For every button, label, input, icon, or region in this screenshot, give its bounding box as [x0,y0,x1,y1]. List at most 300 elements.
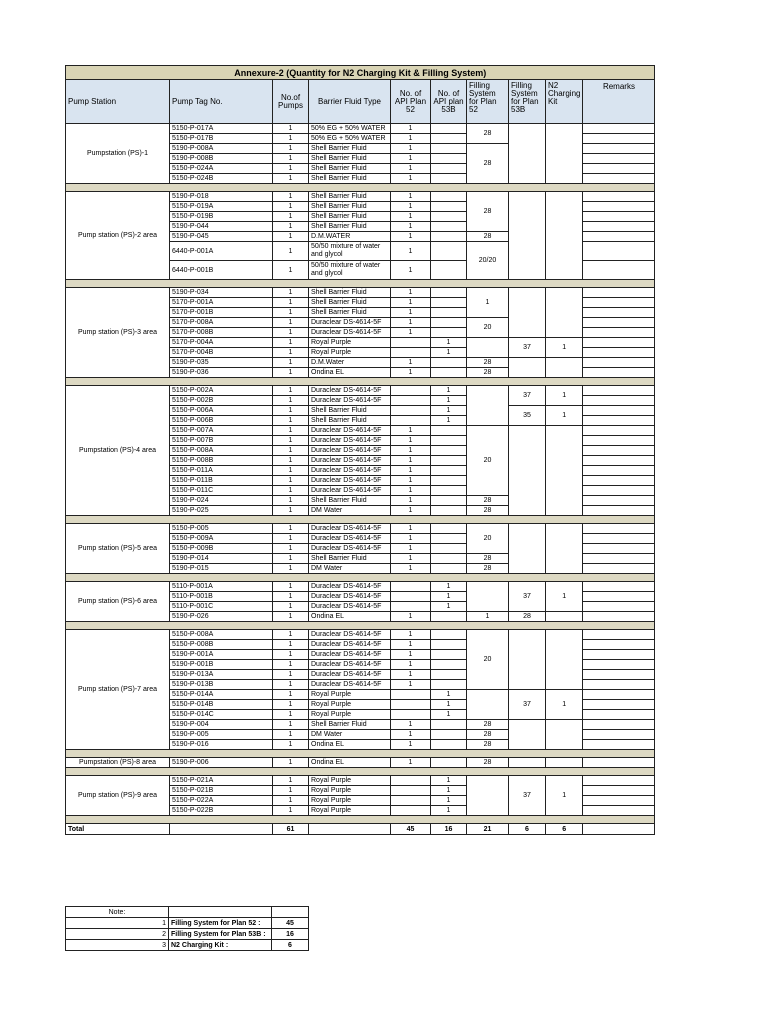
pump-tag-cell: 5150-P-017A [170,124,273,134]
filling-53b-cell [509,288,546,338]
header-remarks: Remarks [583,80,655,124]
barrier-fluid-cell: Duraclear DS-4614-5F [309,660,391,670]
table-row [66,192,655,202]
barrier-fluid-cell: D.M.Water [309,358,391,368]
barrier-fluid-cell: Shell Barrier Fluid [309,164,391,174]
api-53b-cell: 1 [431,582,467,592]
api-52-cell [391,582,431,592]
filling-52-cell: 20 [467,426,509,496]
pump-tag-cell: 5150-P-007B [170,436,273,446]
api-52-cell: 1 [391,288,431,298]
total-blank [170,824,273,835]
api-52-cell: 1 [391,660,431,670]
api-52-cell: 1 [391,368,431,378]
total-filling-53b: 6 [509,824,546,835]
barrier-fluid-cell: Duraclear DS-4614-5F [309,446,391,456]
pump-tag-cell: 5150-P-021B [170,786,273,796]
remarks-cell [583,650,655,660]
pump-count-cell: 1 [273,640,309,650]
api-52-cell: 1 [391,446,431,456]
remarks-cell [583,328,655,338]
barrier-fluid-cell: Duraclear DS-4614-5F [309,602,391,612]
n2-kit-cell [546,426,583,516]
pump-count-cell: 1 [273,476,309,486]
filling-53b-cell: 28 [509,612,546,622]
remarks-cell [583,348,655,358]
pump-count-cell: 1 [273,740,309,750]
filling-52-cell: 28 [467,232,509,242]
api-53b-cell [431,670,467,680]
pump-count-cell: 1 [273,261,309,280]
api-52-cell: 1 [391,680,431,690]
total-api-53b: 16 [431,824,467,835]
api-52-cell: 1 [391,308,431,318]
pump-count-cell: 1 [273,612,309,622]
barrier-fluid-cell: Duraclear DS-4614-5F [309,592,391,602]
filling-52-cell [467,582,509,612]
remarks-cell [583,386,655,396]
header-barrier-fluid: Barrier Fluid Type [309,80,391,124]
barrier-fluid-cell: Duraclear DS-4614-5F [309,476,391,486]
pump-count-cell: 1 [273,758,309,768]
filling-52-cell: 28 [467,358,509,368]
api-53b-cell [431,640,467,650]
filling-52-cell: 20 [467,524,509,554]
n2-kit-cell: 1 [546,406,583,426]
filling-52-cell: 20/20 [467,242,509,280]
pump-count-cell: 1 [273,506,309,516]
separator-cell [66,622,655,630]
pump-tag-cell: 5150-P-011C [170,486,273,496]
group-separator [66,750,655,758]
note-row [66,929,309,940]
api-52-cell: 1 [391,730,431,740]
filling-53b-cell: 37 [509,386,546,406]
filling-53b-cell: 37 [509,582,546,612]
api-52-cell [391,348,431,358]
remarks-cell [583,612,655,622]
api-52-cell [391,338,431,348]
pump-tag-cell: 5150-P-006A [170,406,273,416]
pump-tag-cell: 5150-P-024A [170,164,273,174]
api-53b-cell [431,164,467,174]
remarks-cell [583,192,655,202]
api-52-cell: 1 [391,174,431,184]
pump-tag-cell: 5150-P-005 [170,524,273,534]
pump-tag-cell: 5150-P-011B [170,476,273,486]
pump-tag-cell: 5170-P-001A [170,298,273,308]
remarks-cell [583,640,655,650]
barrier-fluid-cell: Duraclear DS-4614-5F [309,650,391,660]
api-52-cell: 1 [391,670,431,680]
api-53b-cell [431,134,467,144]
pump-count-cell: 1 [273,212,309,222]
pump-tag-cell: 5150-P-009B [170,544,273,554]
n2-kit-cell [546,288,583,338]
pump-tag-cell: 5190-P-001A [170,650,273,660]
filling-52-cell: 28 [467,740,509,750]
pump-count-cell: 1 [273,358,309,368]
api-52-cell: 1 [391,650,431,660]
barrier-fluid-cell: Shell Barrier Fluid [309,212,391,222]
remarks-cell [583,466,655,476]
pump-count-cell: 1 [273,776,309,786]
api-52-cell: 1 [391,192,431,202]
filling-53b-cell [509,124,546,184]
group-separator [66,516,655,524]
barrier-fluid-cell: Shell Barrier Fluid [309,288,391,298]
api-53b-cell [431,564,467,574]
remarks-cell [583,630,655,640]
table-row [66,582,655,592]
barrier-fluid-cell: Duraclear DS-4614-5F [309,582,391,592]
separator-cell [66,574,655,582]
api-52-cell [391,786,431,796]
api-52-cell: 1 [391,506,431,516]
pump-tag-cell: 5190-P-008B [170,154,273,164]
api-52-cell [391,690,431,700]
api-53b-cell [431,426,467,436]
n2-kit-cell [546,612,583,622]
pump-station-cell: Pump station (PS)-5 area [66,524,170,574]
barrier-fluid-cell: Duraclear DS-4614-5F [309,386,391,396]
pump-count-cell: 1 [273,426,309,436]
separator-cell [66,378,655,386]
barrier-fluid-cell: Duraclear DS-4614-5F [309,680,391,690]
api-53b-cell [431,232,467,242]
pump-count-cell: 1 [273,582,309,592]
n2-kit-cell [546,192,583,280]
api-52-cell: 1 [391,534,431,544]
api-53b-cell [431,660,467,670]
pump-station-cell: Pump station (PS)-7 area [66,630,170,750]
table-row [66,124,655,134]
pump-count-cell: 1 [273,466,309,476]
api-52-cell: 1 [391,232,431,242]
barrier-fluid-cell: Ondina EL [309,368,391,378]
api-52-cell: 1 [391,630,431,640]
api-52-cell: 1 [391,426,431,436]
pump-station-cell: Pump station (PS)-9 area [66,776,170,816]
api-52-cell: 1 [391,261,431,280]
n2-kit-cell: 1 [546,338,583,358]
notes-header-row [66,907,309,918]
api-53b-cell [431,261,467,280]
pump-count-cell: 1 [273,730,309,740]
pump-count-cell: 1 [273,338,309,348]
filling-52-cell [467,690,509,720]
pump-tag-cell: 5150-P-008A [170,630,273,640]
pump-count-cell: 1 [273,456,309,466]
n2-kit-cell: 1 [546,690,583,720]
api-52-cell: 1 [391,242,431,261]
pump-count-cell: 1 [273,796,309,806]
pump-tag-cell: 6440-P-001A [170,242,273,261]
remarks-cell [583,730,655,740]
pump-tag-cell: 6440-P-001B [170,261,273,280]
remarks-cell [583,368,655,378]
pump-tag-cell: 5190-P-013A [170,670,273,680]
table-row [66,386,655,396]
filling-53b-cell [509,630,546,690]
total-row [66,824,655,835]
notes-table [65,906,309,951]
remarks-cell [583,592,655,602]
barrier-fluid-cell: Duraclear DS-4614-5F [309,524,391,534]
barrier-fluid-cell: Royal Purple [309,348,391,358]
remarks-cell [583,202,655,212]
separator-cell [66,516,655,524]
pump-tag-cell: 5190-P-001B [170,660,273,670]
api-53b-cell [431,476,467,486]
remarks-cell [583,144,655,154]
api-52-cell: 1 [391,720,431,730]
api-52-cell: 1 [391,524,431,534]
pump-count-cell: 1 [273,524,309,534]
filling-53b-cell [509,758,546,768]
remarks-cell [583,486,655,496]
api-53b-cell: 1 [431,710,467,720]
pump-count-cell: 1 [273,416,309,426]
remarks-cell [583,261,655,280]
barrier-fluid-cell: Royal Purple [309,796,391,806]
api-52-cell: 1 [391,456,431,466]
pump-station-cell: Pump station (PS)-6 area [66,582,170,622]
api-52-cell: 1 [391,466,431,476]
pump-count-cell: 1 [273,690,309,700]
filling-53b-cell [509,358,546,378]
pump-tag-cell: 5170-P-008A [170,318,273,328]
separator-cell [66,768,655,776]
api-52-cell [391,700,431,710]
barrier-fluid-cell: Royal Purple [309,710,391,720]
remarks-cell [583,786,655,796]
api-53b-cell [431,506,467,516]
api-53b-cell: 1 [431,396,467,406]
api-53b-cell: 1 [431,786,467,796]
pump-tag-cell: 5190-P-004 [170,720,273,730]
pump-count-cell: 1 [273,630,309,640]
n2-kit-cell: 1 [546,386,583,406]
pump-tag-cell: 5150-P-014C [170,710,273,720]
remarks-cell [583,416,655,426]
pump-tag-cell: 5150-P-006B [170,416,273,426]
api-52-cell: 1 [391,222,431,232]
api-53b-cell [431,436,467,446]
filling-52-cell: 28 [467,564,509,574]
barrier-fluid-cell: Royal Purple [309,700,391,710]
note-row [66,940,309,951]
pump-count-cell: 1 [273,318,309,328]
title-row [66,66,655,80]
separator-cell [66,816,655,824]
pump-tag-cell: 5150-P-008B [170,640,273,650]
barrier-fluid-cell: Duraclear DS-4614-5F [309,456,391,466]
remarks-cell [583,222,655,232]
header-pump-station: Pump Station [66,80,170,124]
api-52-cell: 1 [391,358,431,368]
barrier-fluid-cell: Duraclear DS-4614-5F [309,670,391,680]
separator-cell [66,184,655,192]
remarks-cell [583,554,655,564]
api-53b-cell: 1 [431,602,467,612]
group-separator [66,622,655,630]
barrier-fluid-cell: Royal Purple [309,786,391,796]
pump-tag-cell: 5190-P-044 [170,222,273,232]
pump-count-cell: 1 [273,720,309,730]
filling-52-cell [467,338,509,358]
remarks-cell [583,534,655,544]
total-api-52: 45 [391,824,431,835]
filling-52-cell: 28 [467,192,509,232]
header-api-plan-52: No. of API Plan 52 [391,80,431,124]
pump-count-cell: 1 [273,368,309,378]
header-api-plan-53b: No. of API plan 53B [431,80,467,124]
filling-52-cell: 28 [467,554,509,564]
api-52-cell: 1 [391,496,431,506]
remarks-cell [583,660,655,670]
api-53b-cell: 1 [431,348,467,358]
remarks-cell [583,308,655,318]
barrier-fluid-cell: Royal Purple [309,806,391,816]
note-value: 16 [272,929,309,940]
header-n2-kit: N2 Charging Kit [546,80,583,124]
barrier-fluid-cell: Shell Barrier Fluid [309,144,391,154]
filling-52-cell: 1 [467,612,509,622]
note-label: N2 Charging Kit : [169,940,272,951]
pump-station-cell: Pumpstation (PS)-4 area [66,386,170,516]
pump-count-cell: 1 [273,386,309,396]
pump-count-cell: 1 [273,544,309,554]
barrier-fluid-cell: Ondina EL [309,612,391,622]
header-row [66,80,655,124]
pump-count-cell: 1 [273,328,309,338]
n2-kit-cell [546,630,583,690]
pump-count-cell: 1 [273,192,309,202]
filling-53b-cell [509,720,546,750]
api-53b-cell [431,298,467,308]
pump-tag-cell: 5190-P-005 [170,730,273,740]
pump-tag-cell: 5110-P-001A [170,582,273,592]
remarks-cell [583,796,655,806]
api-53b-cell [431,650,467,660]
api-53b-cell: 1 [431,700,467,710]
api-53b-cell [431,368,467,378]
barrier-fluid-cell: DM Water [309,506,391,516]
filling-52-cell: 28 [467,720,509,730]
n2-kit-cell: 1 [546,582,583,612]
header-pump-tag: Pump Tag No. [170,80,273,124]
barrier-fluid-cell: Duraclear DS-4614-5F [309,318,391,328]
remarks-cell [583,582,655,592]
remarks-cell [583,446,655,456]
api-52-cell [391,406,431,416]
barrier-fluid-cell: Duraclear DS-4614-5F [309,640,391,650]
n2-kit-cell [546,758,583,768]
pump-count-cell: 1 [273,406,309,416]
pump-station-cell: Pump station (PS)-2 area [66,192,170,280]
api-53b-cell [431,144,467,154]
remarks-cell [583,544,655,554]
barrier-fluid-cell: Shell Barrier Fluid [309,496,391,506]
barrier-fluid-cell: Shell Barrier Fluid [309,202,391,212]
pump-tag-cell: 5150-P-007A [170,426,273,436]
n2-kit-cell [546,524,583,574]
n2-kit-cell: 1 [546,776,583,816]
pump-tag-cell: 5150-P-022A [170,796,273,806]
pump-count-cell: 1 [273,242,309,261]
filling-52-cell: 28 [467,496,509,506]
separator-cell [66,750,655,758]
remarks-cell [583,154,655,164]
api-52-cell: 1 [391,758,431,768]
separator-cell [66,280,655,288]
remarks-cell [583,358,655,368]
barrier-fluid-cell: Duraclear DS-4614-5F [309,630,391,640]
note-row [66,918,309,929]
remarks-cell [583,124,655,134]
total-pumps: 61 [273,824,309,835]
pump-count-cell: 1 [273,670,309,680]
pump-count-cell: 1 [273,298,309,308]
remarks-cell [583,680,655,690]
total-label: Total [66,824,170,835]
pump-tag-cell: 5150-P-009A [170,534,273,544]
pump-tag-cell: 5190-P-015 [170,564,273,574]
pump-count-cell: 1 [273,232,309,242]
barrier-fluid-cell: 50/50 mixture of water and glycol [309,261,391,280]
group-separator [66,184,655,192]
total-n2-kit: 6 [546,824,583,835]
api-53b-cell [431,554,467,564]
remarks-cell [583,436,655,446]
api-52-cell: 1 [391,554,431,564]
filling-53b-cell: 37 [509,338,546,358]
pump-tag-cell: 5190-P-018 [170,192,273,202]
api-53b-cell [431,486,467,496]
pump-count-cell: 1 [273,222,309,232]
remarks-cell [583,212,655,222]
api-52-cell: 1 [391,740,431,750]
api-53b-cell [431,496,467,506]
remarks-cell [583,476,655,486]
pump-count-cell: 1 [273,592,309,602]
pump-tag-cell: 5190-P-013B [170,680,273,690]
remarks-cell [583,426,655,436]
pump-count-cell: 1 [273,288,309,298]
pump-tag-cell: 5190-P-006 [170,758,273,768]
api-52-cell [391,806,431,816]
remarks-cell [583,758,655,768]
group-separator [66,816,655,824]
pump-tag-cell: 5150-P-019A [170,202,273,212]
api-53b-cell [431,524,467,534]
api-53b-cell: 1 [431,406,467,416]
group-separator [66,378,655,386]
api-52-cell: 1 [391,640,431,650]
table-row [66,630,655,640]
note-label: Filling System for Plan 53B : [169,929,272,940]
api-52-cell [391,602,431,612]
api-52-cell: 1 [391,544,431,554]
pump-tag-cell: 5170-P-004A [170,338,273,348]
total-remarks [583,824,655,835]
notes-blank [272,907,309,918]
notes-blank [169,907,272,918]
barrier-fluid-cell: Duraclear DS-4614-5F [309,396,391,406]
note-label: Filling System for Plan 52 : [169,918,272,929]
api-52-cell: 1 [391,134,431,144]
